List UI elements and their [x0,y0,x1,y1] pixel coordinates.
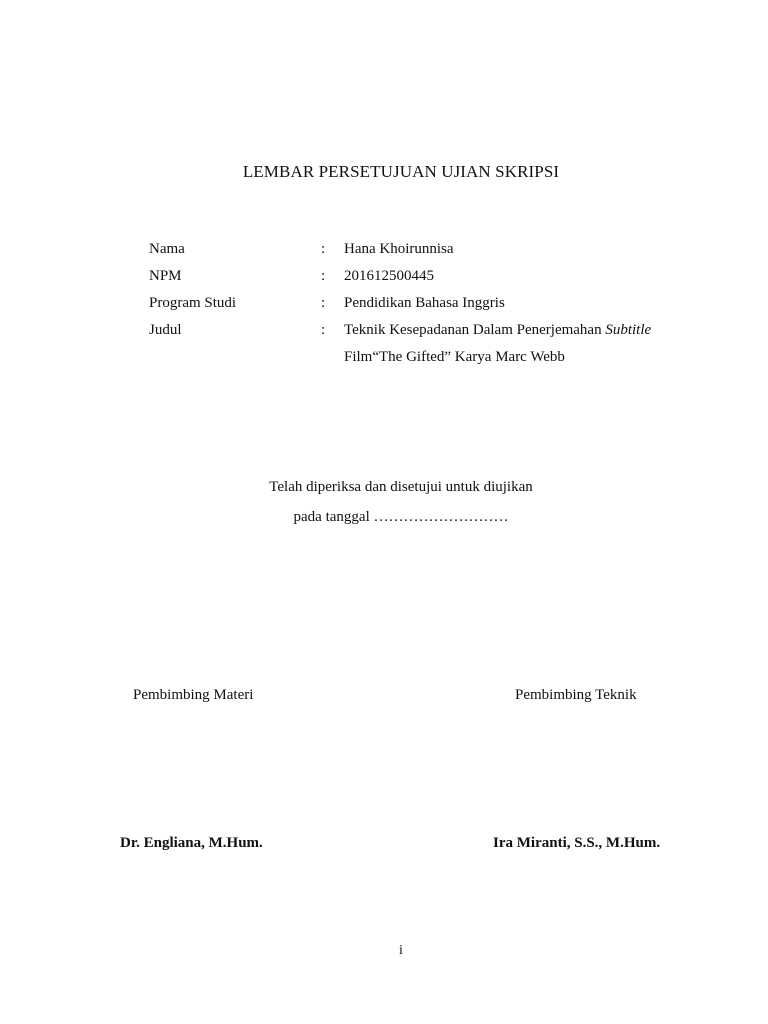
approval-statement: Telah diperiksa dan disetujui untuk diujikan [269,479,533,495]
field-judul-value-line1 [344,322,651,339]
field-judul [0,322,768,342]
field-nama-label: Nama [149,241,185,257]
document-title: LEMBAR PERSETUJUAN UJIAN SKRIPSI [242,162,560,181]
field-npm [0,268,768,288]
field-npm-colon: : [321,268,326,284]
field-nama [0,241,768,261]
field-nama-colon: : [321,241,326,257]
field-judul-label: Judul [149,322,182,338]
field-npm-value: 201612500445 [344,268,434,284]
field-judul-value-line2: Film“The Gifted” Karya Marc Webb [344,349,565,365]
field-judul-continuation [0,349,768,369]
field-judul-value-text: Teknik Kesepadanan Dalam Penerjemahan [344,322,602,338]
field-judul-value-italic: Subtitle [605,322,652,338]
signature-name-right: Ira Miranti, S.S., M.Hum. [493,835,661,851]
field-program-studi-colon: : [321,295,326,311]
field-judul-colon: : [321,322,326,338]
field-npm-label: NPM [149,268,182,284]
field-nama-value: Hana Khoirunnisa [344,241,454,257]
page-number: i [399,943,403,958]
signature-role-left: Pembimbing Materi [133,687,254,703]
field-program-studi-value: Pendidikan Bahasa Inggris [344,295,505,311]
signature-name-left: Dr. Engliana, M.Hum. [120,835,263,851]
approval-date-line: pada tanggal ……………………… [293,509,509,525]
field-program-studi [0,295,768,315]
field-program-studi-label: Program Studi [149,295,237,311]
signature-role-right: Pembimbing Teknik [515,687,637,703]
